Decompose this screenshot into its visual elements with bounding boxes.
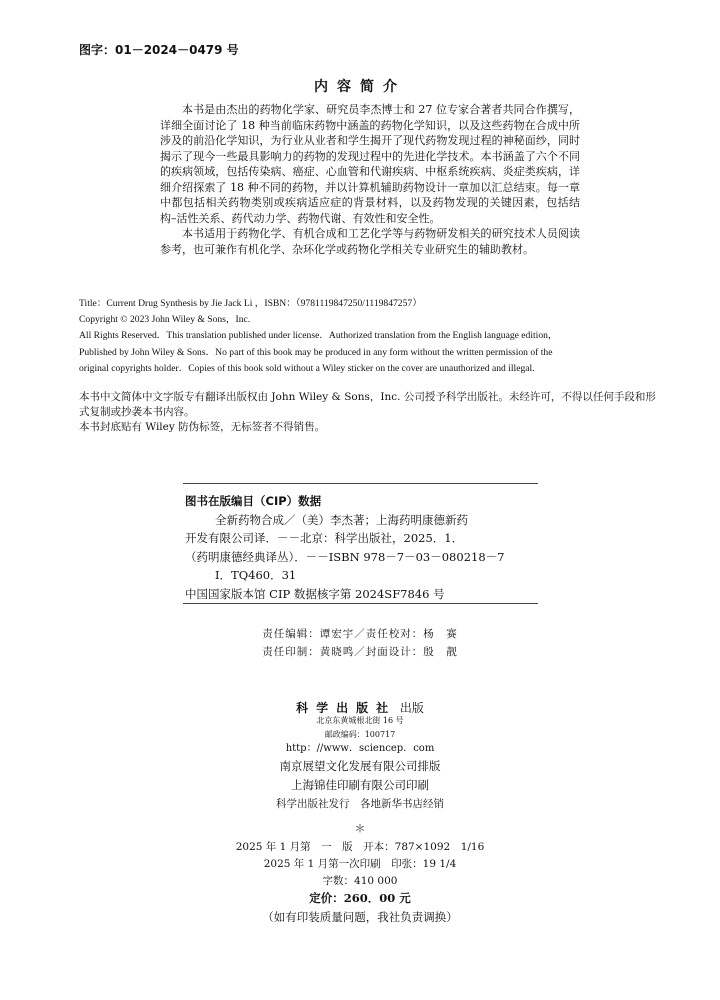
distribution-line: 科学出版社发行 各地新华书店经销	[276, 798, 444, 810]
edition-line: 2025 年 1 月第 一 版 开本：787×1092 1/16	[235, 841, 485, 853]
staff-line-2: 责任印制：黄晓鸣／封面设计：殷 靓	[262, 645, 458, 658]
english-copyright-block	[79, 296, 659, 377]
intro-paragraph-1: 本书是由杰出的药物化学家、研究员李杰博士和 27 位专家合著者共同合作撰写，详细全面讨论了 18 种当前临床药物中涵盖的药物化学知识，以及这些药物在合成中所涉及的前沿化学知识，为行业从业者和学生揭开了现代药物发现过程的神秘面纱，同时揭示了现今一些最具影响力的药物的发现过程中的先进化学技术。本书涵盖了六个不同的疾病领域，包括传染病、癌症、心血管和代谢疾病、中枢系统疾病、炎症类疾病，详细介绍探索了 18 种不同的药物，并以计算机辅助药物设计一章加以汇总结束。每一章中都包括相关药物类别或疾病适应症的背景材料，以及药物发现的关键因素，包括结构–活性关系、药代动力学、药物代谢、有效性和安全性。	[160, 103, 580, 225]
cip-data-block	[185, 492, 545, 603]
publisher-address: 北京东黄城根北街 16 号	[316, 716, 404, 725]
cip-line-2: 开发有限公司译．－－北京：科学出版社，2025．1．	[185, 531, 464, 545]
staff-line-1: 责任编辑：谭宏宇／责任校对：杨 赛	[262, 628, 458, 640]
printing-block	[0, 757, 720, 814]
impression-line: 2025 年 1 月第一次印刷 印张：19 1/4	[263, 858, 457, 870]
english-title-line: Title：Current Drug Synthesis by Jie Jack Li ，ISBN：（9781119847250/1119847257）	[79, 298, 422, 309]
separator-star: ＊	[354, 822, 366, 835]
english-copyright-line: Copyright © 2023 John Wiley & Sons，Inc.	[79, 314, 251, 326]
english-rights-line-3: original copyrights holder．Copies of this book sold without a Wiley sticker on the cover are unauthorized and illegal.	[79, 362, 535, 374]
return-policy-note: （如有印装质量问题，我社负责调换）	[262, 910, 458, 924]
cip-line-4: Ⅰ．TQ460．31	[215, 568, 297, 582]
wordcount-line: 字数：410 000	[322, 875, 398, 887]
printer-line: 上海锦佳印刷有限公司印刷	[291, 778, 429, 792]
chinese-notice-block	[79, 390, 664, 435]
specs-block	[0, 839, 720, 890]
intro-paragraph-2: 本书适用于药物化学、有机合成和工艺化学等与药物研发相关的研究技术人员阅读参考，也可兼作有机化学、杂环化学或药物化学相关专业研究生的辅助教材。	[160, 227, 580, 256]
intro-block	[160, 102, 580, 257]
cip-line-5: 中国国家版本馆 CIP 数据核字第 2024SF7846 号	[185, 586, 445, 601]
cip-heading: 图书在版编目（CIP）数据	[185, 494, 322, 508]
summary-title: 内容简介	[314, 79, 406, 95]
cip-line-1: 全新药物合成／（美）李杰著；上海药明康德新药	[215, 512, 468, 527]
registration-number: 图字：01－2024－0479 号	[79, 43, 239, 57]
english-rights-line-1: All Rights Reserved．This translation published under license．Authorized translation from the English language edition，	[79, 330, 558, 342]
price-label: 定价：260．00 元	[309, 891, 411, 905]
staff-credits	[0, 626, 720, 661]
publisher-website: http：//www．sciencep．com	[285, 743, 435, 754]
publisher-contact	[0, 714, 720, 742]
publisher-logo-text: 科学出版社	[296, 701, 397, 715]
cip-bottom-rule	[183, 603, 538, 604]
chinese-notice-1: 本书中文简体中文字版专有翻译出版权由 John Wiley & Sons，Inc. 公司授予科学出版社。未经许可，不得以任何手段和形式复制或抄袭本书内容。	[79, 391, 656, 418]
english-rights-line-2: Published by John Wiley & Sons．No part of this book may be produced in any form without the written permission of the	[79, 346, 553, 358]
typeset-line: 南京展望文化发展有限公司排版	[279, 759, 441, 773]
chinese-notice-2: 本书封底贴有 Wiley 防伪标签，无标签者不得销售。	[79, 421, 326, 433]
cip-top-rule	[183, 483, 538, 484]
publisher-suffix: 出版	[399, 701, 424, 715]
cip-line-3: （药明康德经典译丛）．－－ISBN 978－7－03－080218－7	[185, 549, 505, 564]
publisher-postcode: 邮政编码：100717	[324, 730, 396, 739]
